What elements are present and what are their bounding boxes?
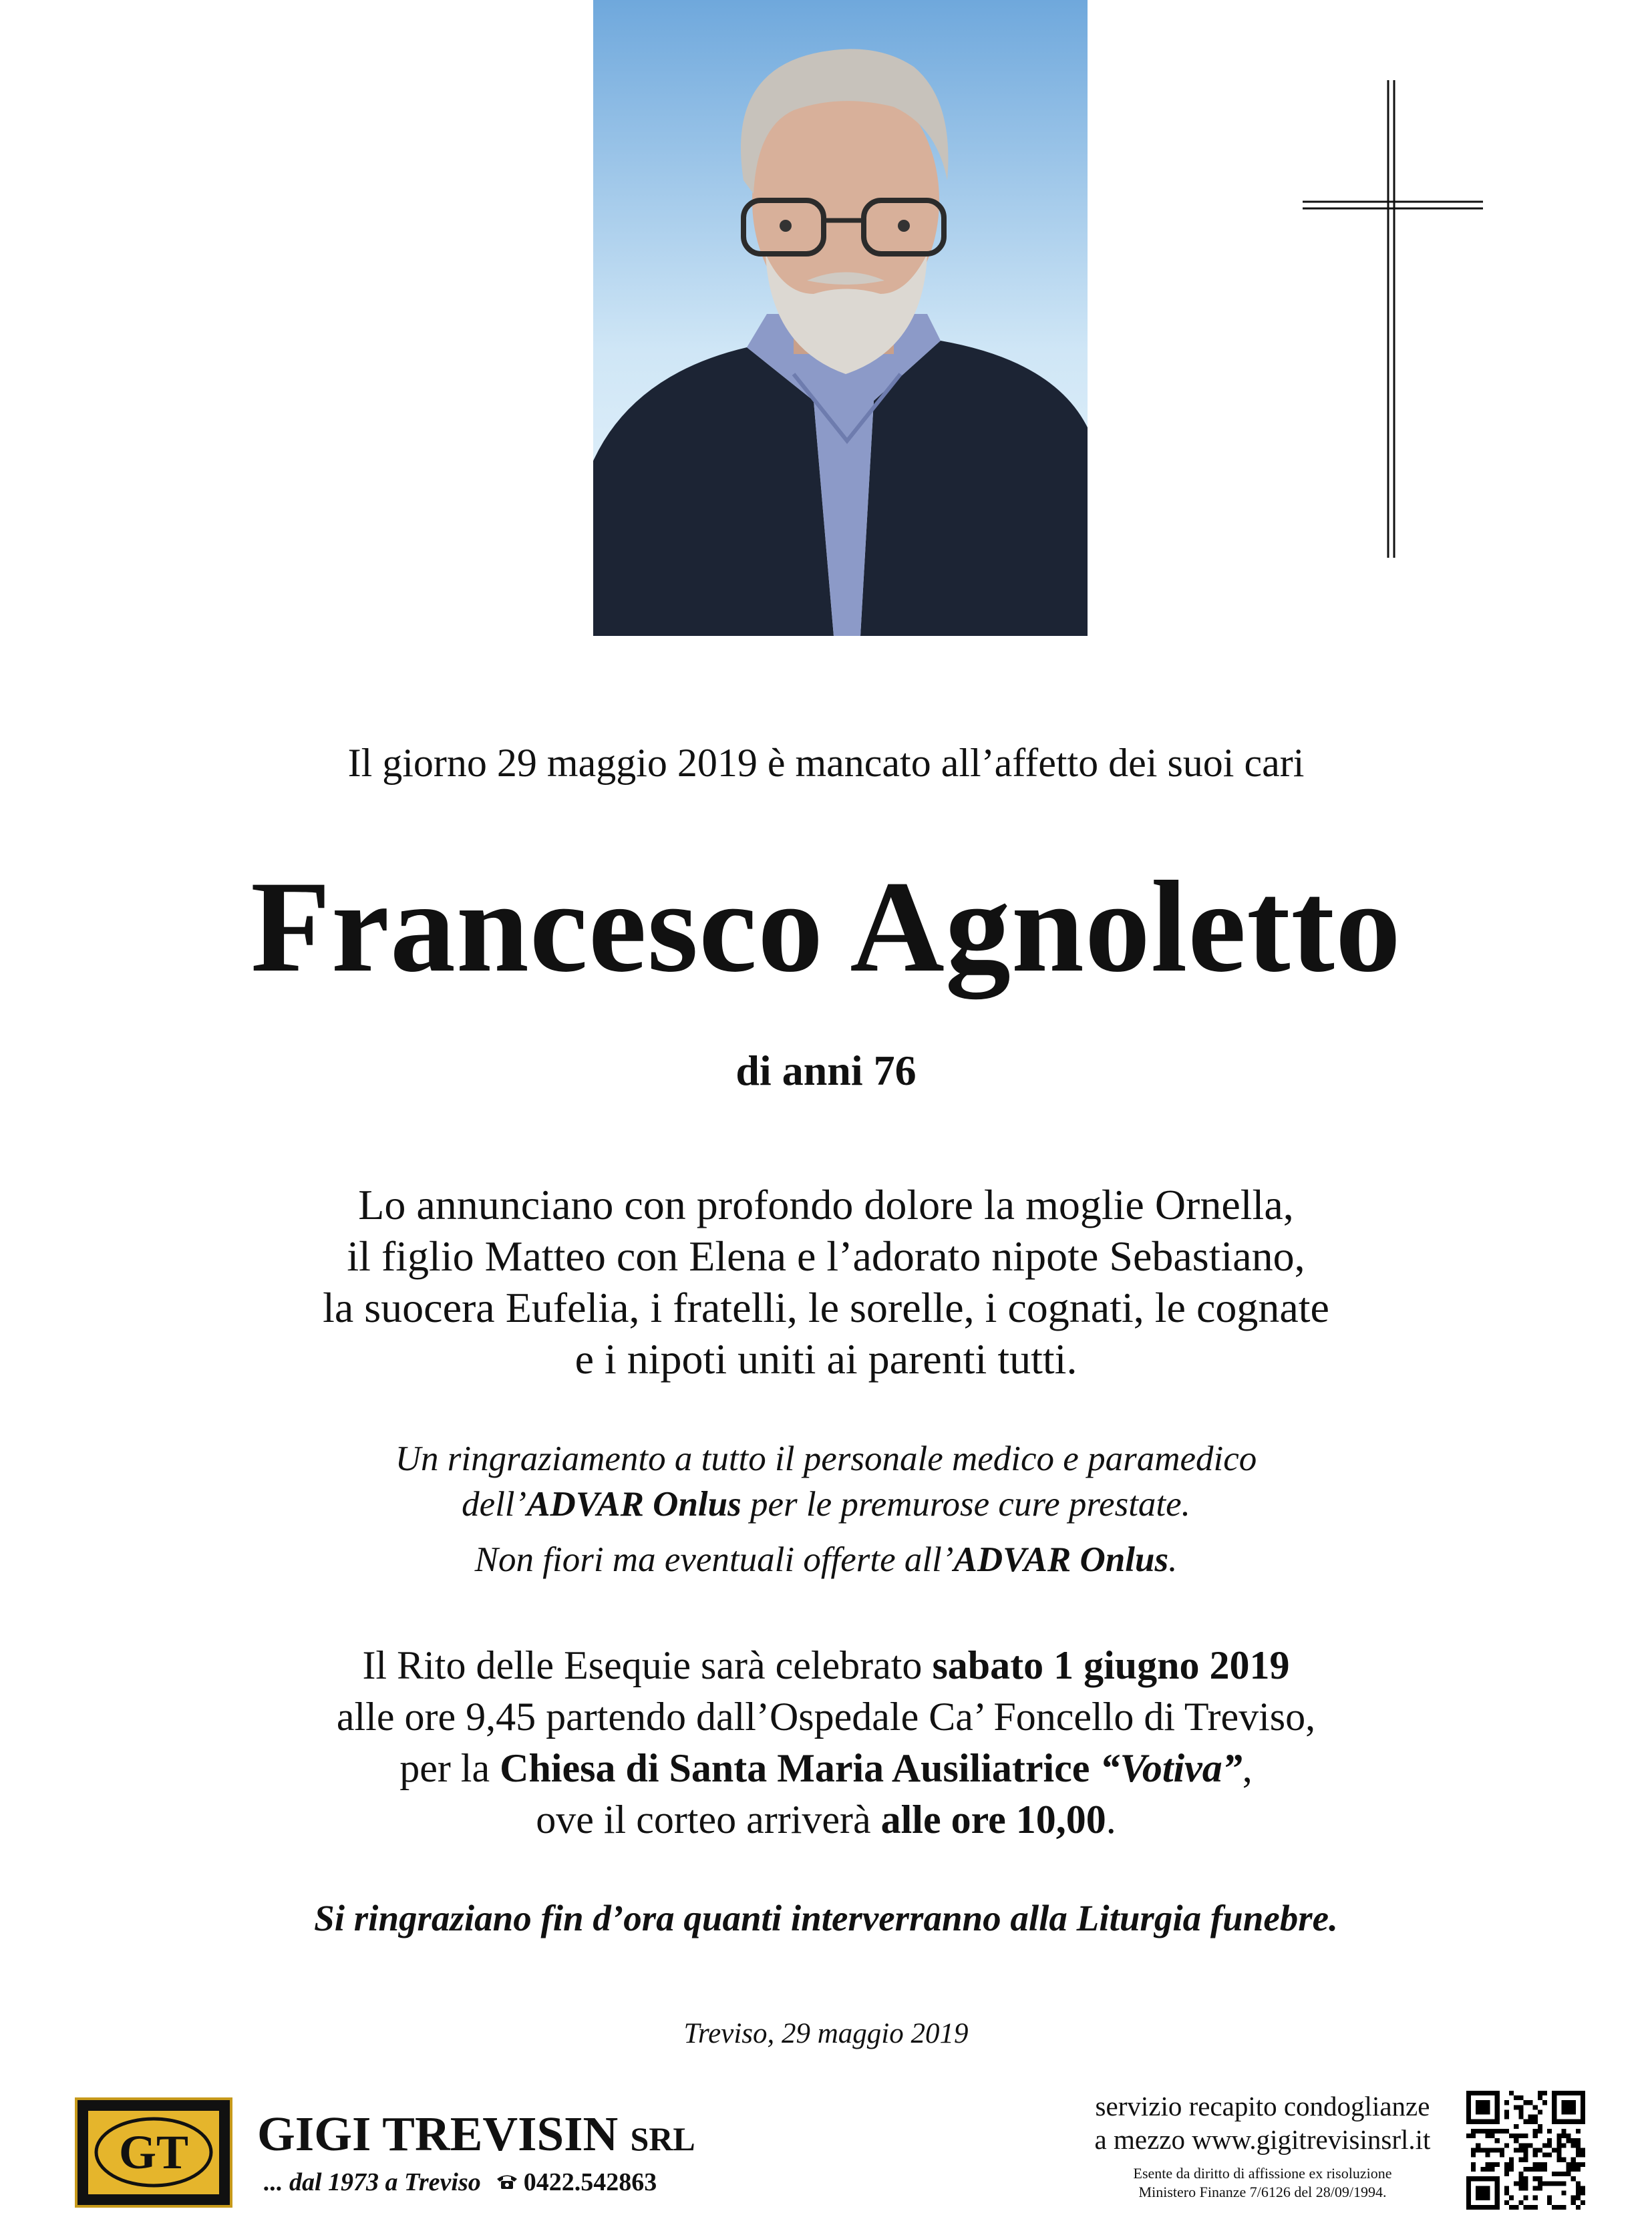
announcement-line: la suocera Eufelia, i fratelli, le sorelle, i cognati, le cognate (323, 1284, 1329, 1331)
organization-name: ADVAR Onlus (953, 1540, 1169, 1579)
funeral-text: per la (399, 1746, 500, 1790)
company-contact (264, 2168, 657, 2197)
thanks-line-1: Un ringraziamento a tutto il personale medico e paramedico (395, 1439, 1257, 1478)
logo-text: GT (118, 2125, 189, 2179)
qr-code (1466, 2091, 1585, 2210)
funeral-text: . (1106, 1798, 1116, 1842)
telephone-icon (496, 2168, 518, 2197)
condolence-service (1076, 2089, 1450, 2156)
funeral-line-4 (0, 1794, 1652, 1846)
deceased-age: di anni 76 (735, 1047, 917, 1094)
place-date: Treviso, 29 maggio 2019 (683, 2018, 969, 2049)
company-suffix: SRL (630, 2120, 695, 2158)
final-thanks: Si ringraziano fin d’ora quanti interverranno alla Liturgia funebre. (314, 1898, 1338, 1938)
thanks-text: per le premurose cure prestate. (741, 1485, 1190, 1524)
company-phone: 0422.542863 (523, 2168, 657, 2196)
service-line: servizio recapito condoglianze (1095, 2091, 1430, 2121)
funeral-text: ove il corteo arriverà (536, 1798, 881, 1842)
announcement-line: e i nipoti uniti ai parenti tutti. (574, 1335, 1078, 1383)
funeral-line-1 (0, 1640, 1652, 1691)
company-name-text: GIGI TREVISIN (257, 2107, 619, 2161)
exempt-line: Esente da diritto di affissione ex risoluzione (1133, 2165, 1392, 2182)
funeral-text: , (1242, 1746, 1253, 1790)
church-nickname: “Votiva” (1100, 1746, 1243, 1790)
service-website: a mezzo www.gigitrevisinsrl.it (1094, 2124, 1431, 2155)
deceased-name: Francesco Agnoletto (251, 854, 1401, 999)
funeral-line-2: alle ore 9,45 partendo dall’Ospedale Ca’ Foncello di Treviso, (336, 1695, 1316, 1739)
intro-line: Il giorno 29 maggio 2019 è mancato all’affetto dei suoi cari (347, 741, 1305, 785)
tax-exemption-note (1096, 2164, 1430, 2202)
funeral-details (0, 1640, 1652, 1846)
funeral-line-3 (0, 1743, 1652, 1794)
funeral-text: Il Rito delle Esequie sarà celebrato (362, 1643, 933, 1687)
thanks-line-2 (0, 1482, 1652, 1527)
donation-note (0, 1540, 1652, 1580)
company-tagline: ... dal 1973 a Treviso (264, 2168, 481, 2196)
donation-text: Non fiori ma eventuali offerte all’ (474, 1540, 954, 1579)
company-name (257, 2107, 695, 2161)
announcement-paragraph (0, 1179, 1652, 1385)
announcement-line: il figlio Matteo con Elena e l’adorato nipote Sebastiano, (347, 1232, 1305, 1280)
company-logo (75, 2097, 232, 2208)
announcement-line: Lo annunciano con profondo dolore la moglie Ornella, (358, 1181, 1294, 1228)
donation-text: . (1168, 1540, 1178, 1579)
church-name: Chiesa di Santa Maria Ausiliatrice (500, 1746, 1090, 1790)
cross-icon (1296, 80, 1490, 568)
deceased-portrait (593, 0, 1088, 636)
funeral-date: sabato 1 giugno 2019 (932, 1643, 1290, 1687)
exempt-line: Ministero Finanze 7/6126 del 28/09/1994. (1138, 2184, 1387, 2200)
thanks-text: dell’ (462, 1485, 527, 1524)
arrival-time: alle ore 10,00 (880, 1798, 1106, 1842)
organization-name: ADVAR Onlus (526, 1485, 741, 1524)
thanks-paragraph (0, 1436, 1652, 1527)
